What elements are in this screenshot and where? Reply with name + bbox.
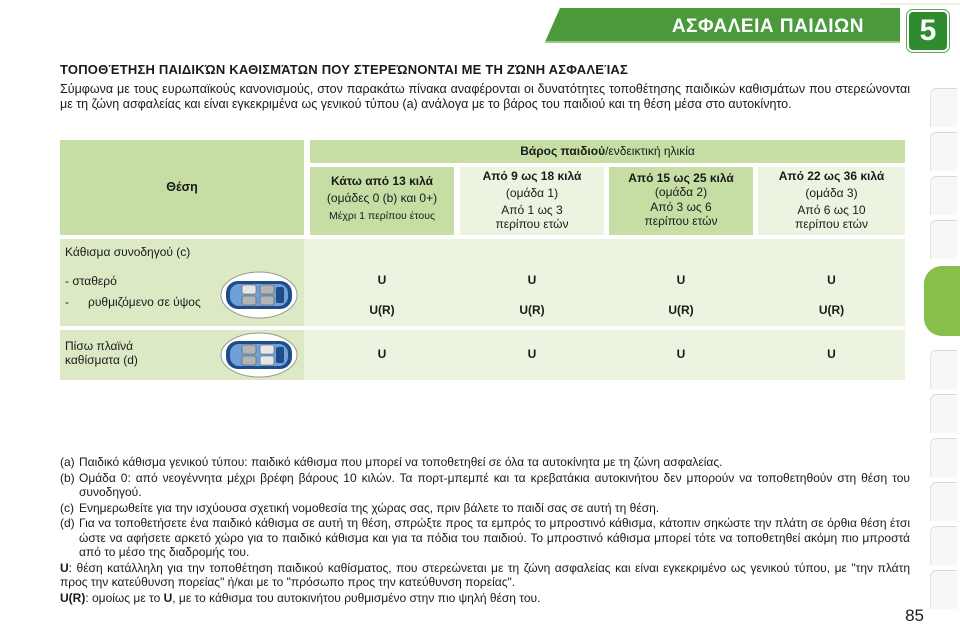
chapter-tab[interactable]: [930, 220, 957, 259]
legend-key: U(R): [60, 590, 86, 605]
chapter-tab[interactable]: [930, 570, 957, 609]
chapter-tabs: [930, 60, 960, 640]
chapter-tab[interactable]: [930, 176, 957, 215]
value-cell: U: [527, 273, 537, 287]
column-age: Μέχρι 1 περίπου έτους: [328, 210, 436, 222]
footnote-b: [60, 471, 910, 500]
chapter-tab[interactable]: [930, 350, 957, 389]
value-cell: U: [676, 273, 686, 287]
header-banner: [0, 0, 960, 50]
chapter-badge: 5: [907, 10, 949, 52]
chapter-tab[interactable]: [930, 394, 957, 433]
legend-ur: [60, 591, 910, 606]
chapter-tab[interactable]: [930, 88, 957, 127]
footnote-text: Για να τοποθετήσετε ένα παιδικό κάθισμα σε αυτή τη θέση, σπρώξτε προς τα εμπρός το μπροστινό κάθισμα, κάτοπιν σηκώστε την πλάτη σε όρθια θέση έτσι ώστε να αφήσετε αρκετό χώρο για το παιδικό κάθισμα και για τα πόδια του παιδιού. Το μπροστινό κάθισμα μπορεί τότε να τοποθετηθεί ακόμη πιο μπροστά από το μέσο της διαδρομής του.: [79, 516, 910, 559]
column-title: Από 15 ως 25 κιλά: [628, 171, 734, 185]
column-group: (ομάδα 2): [654, 184, 708, 199]
value-cell: U(R): [369, 303, 395, 317]
chapter-tab[interactable]: [930, 438, 957, 477]
value-cell: U(R): [668, 303, 694, 317]
row-sub-fixed: - σταθερό: [65, 274, 117, 288]
chapter-tab[interactable]: [930, 132, 957, 171]
row-label-rear: [60, 330, 304, 380]
column-header-under-13kg: [310, 167, 454, 235]
section-title: ΑΣΦΑΛΕΙΑ ΠΑΙΔΙΩΝ: [671, 16, 864, 37]
footnote-text: Ενημερωθείτε για την ισχύουσα σχετική νομοθεσία της χώρας σας, πριν βάλετε το παιδί σας σε αυτή τη θέση.: [79, 500, 660, 515]
car-rear-seat-icon: [220, 332, 298, 378]
footnote-text: Παιδικό κάθισμα γενικού τύπου: παιδικό κάθισμα που μπορεί να τοποθετηθεί σε όλα τα αυτοκίνητα με τη ζώνη ασφαλείας.: [79, 455, 723, 469]
car-front-seat-icon: [220, 271, 298, 319]
weight-header-bold: Βάρος παιδιού: [520, 144, 606, 158]
row-label-passenger: [60, 239, 304, 326]
footnote-text: Ομάδα 0: από νεογέννητα μέχρι βρέφη βάρους 10 κιλών. Τα πορτ-μπεμπέ και τα κρεβατάκια αυτοκινήτου δεν μπορούν να τοποθετηθούν στη θέση του συνοδηγού.: [79, 470, 910, 499]
value-cell: U: [827, 347, 836, 361]
legend-u: [60, 561, 910, 590]
value-cell: U: [377, 347, 387, 361]
chapter-tab[interactable]: [930, 482, 957, 521]
weight-header-rest: /ενδεικτική ηλικία: [605, 144, 695, 158]
chapter-tab[interactable]: [930, 526, 957, 565]
column-age: Από 6 ως 10 περίπου ετών: [794, 203, 869, 231]
value-cell: U: [377, 273, 387, 287]
chapter-tab-active[interactable]: [924, 266, 960, 336]
value-cell: U(R): [519, 303, 545, 317]
footnotes: [60, 455, 910, 606]
column-title: Κάτω από 13 κιλά: [330, 174, 434, 188]
page-number: 85: [905, 606, 924, 625]
column-header-22-36kg: [758, 167, 905, 235]
legend-key-inline: U: [163, 590, 173, 605]
row-title: Κάθισμα συνοδηγού (c): [65, 245, 191, 259]
legend-text: , με το κάθισμα του αυτοκινήτου ρυθμισμένο στην πιο ψηλή θέση του.: [172, 590, 541, 605]
legend-key: U: [60, 560, 69, 575]
row-sub-adjustable: ρυθμιζόμενο σε ύψος: [88, 295, 201, 309]
footnote-a: [60, 455, 910, 470]
column-age: Από 3 ως 6 περίπου ετών: [644, 200, 718, 228]
column-title: Από 22 ως 36 κιλά: [778, 169, 885, 183]
column-age: Από 1 ως 3 περίπου ετών: [495, 203, 569, 231]
row-sub-dash: -: [65, 295, 69, 309]
column-group: (ομάδα 1): [505, 186, 559, 200]
legend-text: : θέση κατάλληλη για την τοποθέτηση παιδικού καθίσματος, που στερεώνεται με τη ζώνη ασφαλείας και είναι εγκεκριμένο ως γενικού τύπου, με "την πλάτη προς την κατεύθυνση πορείας" ή/και με το "πρόσωπο προς την κατεύθυνση πορείας".: [60, 560, 910, 589]
intro-paragraph: Σύμφωνα με τους ευρωπαϊκούς κανονισμούς, στον παρακάτω πίνακα αναφέρονται οι δυνατότητες τοποθέτησης παιδικών καθισμάτων που στερεώνονται με τη ζώνη ασφαλείας και είναι εγκεκριμένα ως γενικού τύπου (a) ανάλογα με το βάρος του παιδιού και τη θέση μέσα στο αυτοκίνητο.: [60, 82, 910, 111]
value-cell: U: [676, 347, 686, 361]
column-group: (ομάδα 3): [805, 186, 858, 200]
footnote-d: [60, 516, 910, 560]
weight-header: [310, 140, 905, 163]
footnote-c: [60, 501, 910, 516]
value-cell: U: [827, 273, 836, 287]
value-cell: U(R): [818, 303, 845, 317]
column-title: Από 9 ως 18 κιλά: [482, 169, 582, 183]
footnote-label: (c): [60, 500, 74, 515]
legend-text: : ομοίως με το: [85, 590, 164, 605]
footnote-label: (b): [60, 470, 75, 485]
row-title: Πίσω πλαϊνά καθίσματα (d): [65, 339, 138, 367]
column-header-9-18kg: [460, 167, 604, 235]
position-header: Θέση: [60, 140, 304, 235]
page-title: ΤΟΠΟΘΈΤΗΣΗ ΠΑΙΔΙΚΏΝ ΚΑΘΙΣΜΆΤΩΝ ΠΟΥ ΣΤΕΡΕΏΝΟΝΤΑΙ ΜΕ ΤΗ ΖΏΝΗ ΑΣΦΑΛΕΊΑΣ: [60, 62, 629, 77]
column-header-15-25kg: [609, 167, 753, 235]
footnote-label: (d): [60, 516, 75, 530]
value-cell: U: [527, 347, 537, 361]
column-group: (ομάδες 0 (b) και 0+): [326, 191, 438, 205]
footnote-label: (a): [60, 455, 75, 469]
